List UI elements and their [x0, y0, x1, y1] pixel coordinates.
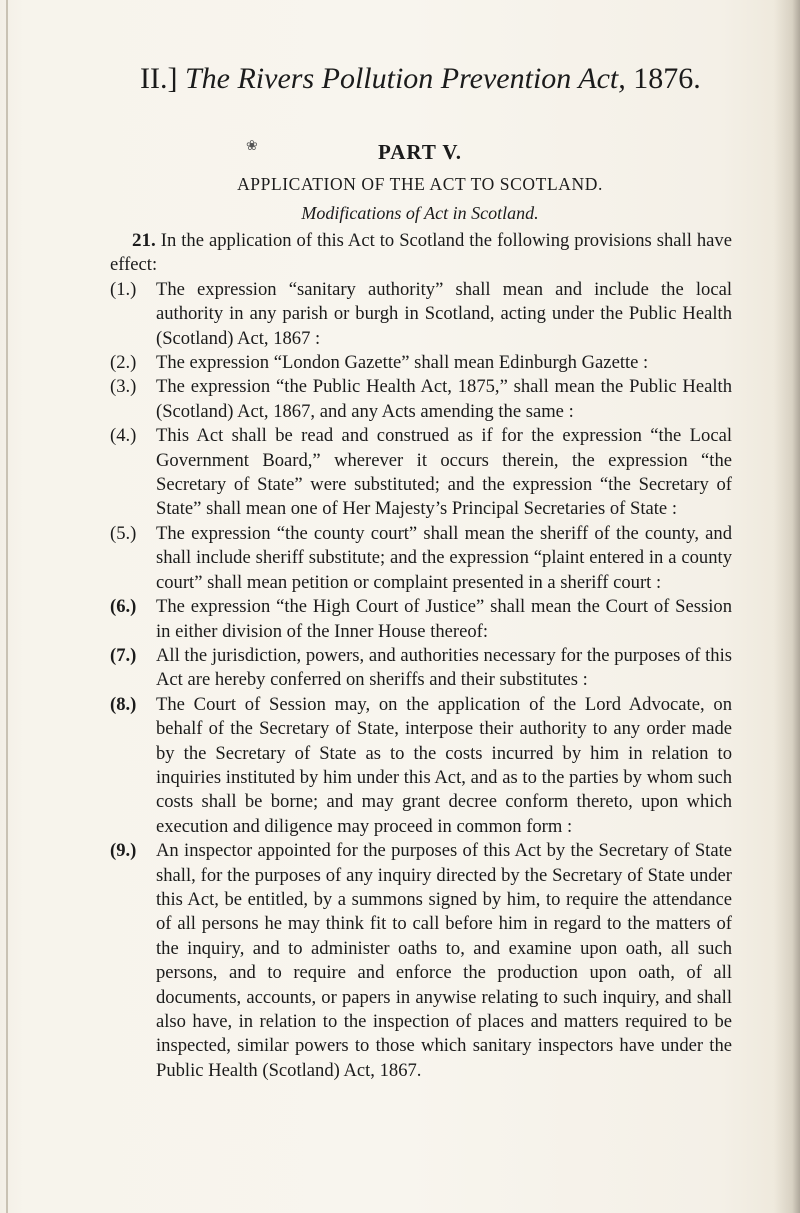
section-body: [110, 229, 732, 1083]
running-head-section: II.]: [140, 62, 178, 95]
provision-text: An inspector appointed for the purposes of this Act by the Secretary of State shall, for the purposes of any inquiry directed by the Secretary of State under this Act, be entitled, by a summons signed by him, to require the attendance of all persons he may think fit to call before him in regard to the matters of the inquiry, and to administer oaths to, and examine upon oath, all such persons, and to require and enforce the production upon oath, of all documents, accounts, or papers in anywise relating to such inquiry, and shall also have, in relation to the inspection of places and matters required to be inspected, similar powers to those which sanitary inspectors have under the Public Health (Scotland) Act, 1867.: [156, 840, 732, 1081]
provision-text: The expression “London Gazette” shall mean Edinburgh Gazette :: [156, 352, 649, 374]
section-21-intro: [110, 229, 732, 278]
provision-number: (2.): [110, 352, 137, 374]
provision-number: (3.): [110, 376, 137, 398]
provision-item: [110, 522, 732, 595]
part-title: PART V.: [377, 140, 463, 164]
section-number: 21.: [132, 230, 156, 251]
provision-text: All the jurisdiction, powers, and authorities necessary for the purposes of this Act are hereby conferred on sheriffs and their substitutes :: [156, 644, 732, 691]
page-edge-shadow: [774, 0, 800, 1213]
provision-item: [110, 644, 732, 693]
provision-number: (7.): [110, 644, 137, 666]
provision-item: [110, 693, 732, 839]
provision-item: [110, 839, 732, 1083]
provision-number: (1.): [110, 278, 137, 300]
provision-text: The expression “the Public Health Act, 1875,” shall mean the Public Health (Scotland) Act, 1867, and any Acts amending the same :: [156, 376, 732, 422]
provision-text: The expression “the High Court of Justice” shall mean the Court of Session in either division of the Inner House thereof:: [156, 596, 732, 642]
running-head: [140, 62, 700, 96]
provision-number: (5.): [110, 522, 137, 544]
running-head-year: 1876.: [633, 62, 701, 95]
provision-number: (6.): [110, 596, 137, 618]
provision-text: The expression “the county court” shall mean the sheriff of the county, and shall include sheriff substitute; and the expression “plaint entered in a county court” shall mean petition or complaint presented in a sheriff court :: [156, 522, 732, 593]
provision-item: [110, 375, 732, 424]
application-heading: APPLICATION OF THE ACT TO SCOTLAND.: [237, 174, 603, 194]
provision-list: [110, 278, 732, 1083]
provision-text: This Act shall be read and construed as if for the expression “the Local Government Board,” wherever it occurs therein, the expression “the Secretary of State” were substituted; and the expression “the Secretary of State” shall mean one of Her Majesty’s Principal Secretaries of State :: [156, 425, 732, 520]
provision-item: [110, 278, 732, 351]
modifications-subheading: Modifications of Act in Scotland.: [301, 203, 539, 223]
running-head-title: The Rivers Pollution Prevention Act,: [184, 62, 626, 95]
provision-item: [110, 424, 732, 522]
provision-text: The Court of Session may, on the application of the Lord Advocate, on behalf of the Secretary of State, interpose their authority to any order made by the Secretary of State as to the costs incurred by him in relation to inquiries instituted by him under this Act, and as to the parties by whom such costs shall be borne; and may grant decree conform thereto, upon which execution and diligence may proceed in common form :: [156, 693, 732, 837]
provision-text: The expression “sanitary authority” shall mean and include the local authority in any parish or burgh in Scotland, acting under the Public Health (Scotland) Act, 1867 :: [156, 278, 732, 349]
provision-number: (9.): [110, 840, 137, 862]
provision-item: [110, 595, 732, 644]
provision-number: (4.): [110, 425, 137, 447]
binding-gutter: [6, 0, 8, 1213]
section-intro-text: In the application of this Act to Scotland the following provisions shall have effect:: [110, 230, 732, 276]
provision-item: [110, 351, 732, 375]
printer-mark-icon: ❀: [246, 139, 258, 154]
provision-number: (8.): [110, 693, 137, 715]
